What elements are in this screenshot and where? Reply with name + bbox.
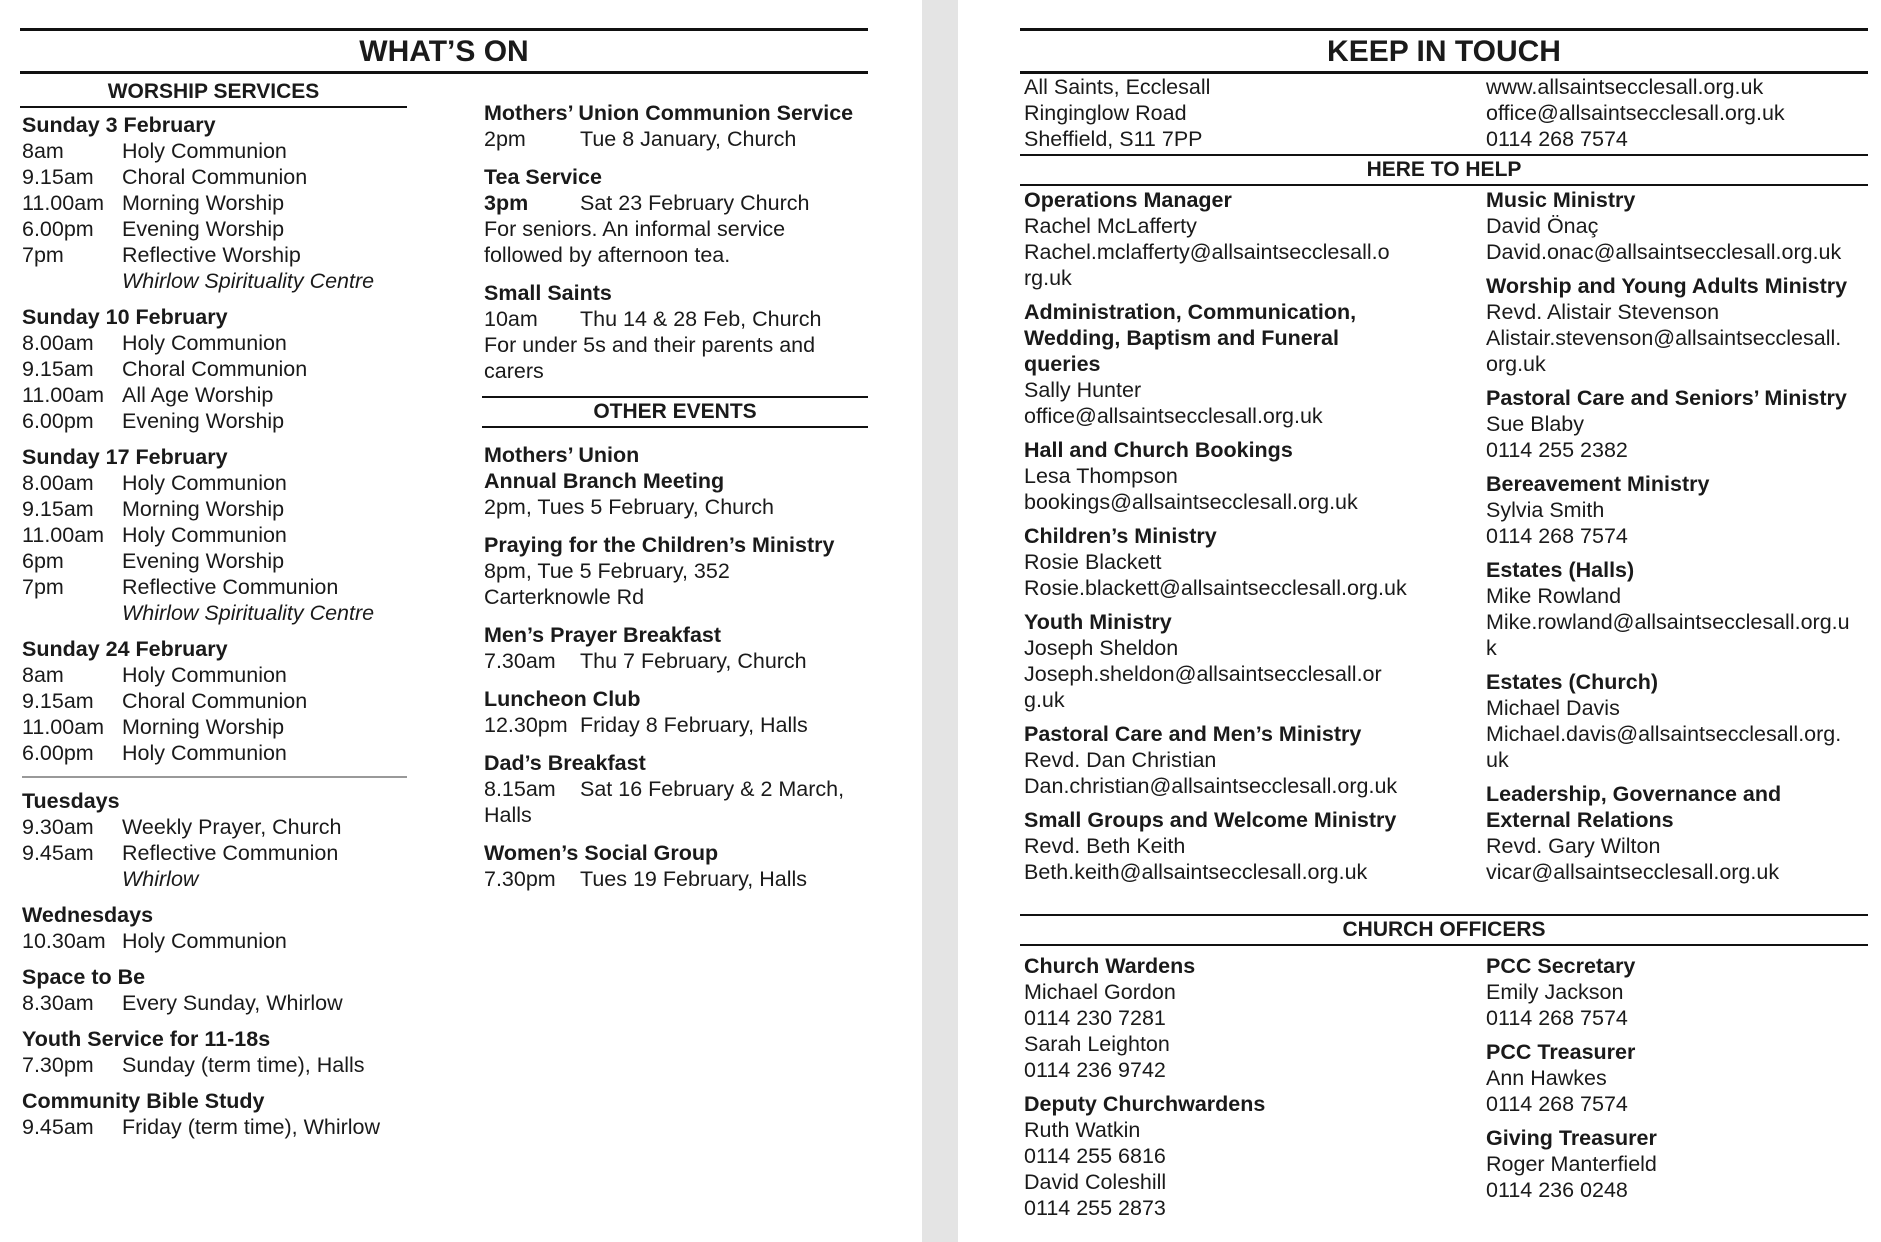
contact-detail: 0114 236 0248 [1486,1178,1628,1202]
service-time: 8am [22,139,64,163]
service-name: Holy Communion [122,471,287,495]
contact-detail: 0114 255 2382 [1486,438,1628,462]
schedule-day-title: Sunday 10 February [22,305,228,329]
contact-detail: 0114 268 7574 [1486,524,1628,548]
contact-role: Leadership, Governance and [1486,782,1782,806]
service-time: 10.30am [22,929,106,953]
schedule-day-title: Space to Be [22,965,146,989]
event-title: Mothers’ Union Communion Service [484,101,854,125]
contact-detail: 0114 255 2873 [1024,1196,1166,1220]
contact-detail: Sylvia Smith [1486,498,1605,522]
contact-detail: Rachel McLafferty [1024,214,1197,238]
schedule-row [22,740,407,766]
contact-detail: Roger Manterfield [1486,1152,1657,1176]
contact-entry [1024,523,1434,601]
event-detail: Sat 23 February Church [580,191,810,215]
schedule-row [22,1114,407,1140]
office-phone: 0114 268 7574 [1486,127,1628,151]
contact-email[interactable]: Rosie.blackett@allsaintsecclesall.org.uk [1024,576,1407,600]
service-name: Morning Worship [122,715,285,739]
event-title: Dad’s Breakfast [484,751,646,775]
service-name: Evening Worship [122,217,285,241]
contact-role: Small Groups and Welcome Ministry [1024,808,1397,832]
contact-detail: 0114 268 7574 [1486,1092,1628,1116]
contact-role: Youth Ministry [1024,610,1172,634]
service-name: Holy Communion [122,929,287,953]
schedule-block [22,304,407,434]
contact-role: Church Wardens [1024,954,1196,978]
help-left-column [1024,187,1434,893]
schedule-row [22,714,407,740]
contact-role-continued: queries [1024,352,1101,376]
contact-email[interactable]: Dan.christian@allsaintsecclesall.org.uk [1024,774,1398,798]
keep-in-touch-title: KEEP IN TOUCH [1020,28,1868,74]
address-line: Sheffield, S11 7PP [1024,127,1203,151]
contact-email[interactable]: Mike.rowland@allsaintsecclesall.org.u [1486,610,1850,634]
service-name: Weekly Prayer, Church [122,815,342,839]
contact-email[interactable]: org.uk [1486,352,1546,376]
contact-detail: Mike Rowland [1486,584,1622,608]
event-description: For seniors. An informal service followed by afternoon tea. [484,217,786,267]
schedule-row [22,574,407,600]
service-name: Reflective Communion [122,841,339,865]
here-to-help-heading: HERE TO HELP [1020,154,1868,186]
event-title: Women’s Social Group [484,841,719,865]
contact-email[interactable]: rg.uk [1024,266,1072,290]
schedule-row [22,548,407,574]
contact-detail: Revd. Gary Wilton [1486,834,1661,858]
event-time: 7.30am [484,649,556,673]
service-name: Morning Worship [122,191,285,215]
contact-detail: Lesa Thompson [1024,464,1178,488]
contact-email[interactable]: vicar@allsaintsecclesall.org.uk [1486,860,1780,884]
contact-role: Children’s Ministry [1024,524,1217,548]
contact-detail: Michael Gordon [1024,980,1176,1004]
contact-entry [1024,437,1434,515]
other-event [484,686,868,738]
service-time: 9.45am [22,841,94,865]
contact-entry [1024,721,1434,799]
service-event [484,164,868,268]
contact-role: Worship and Young Adults Ministry [1486,274,1848,298]
contact-detail: Joseph Sheldon [1024,636,1179,660]
service-time: 9.15am [22,689,94,713]
contact-entry [1024,953,1434,1083]
event-time-row [484,306,868,332]
service-event [484,100,868,152]
service-time: 6pm [22,549,64,573]
service-location-note: Whirlow Spirituality Centre [122,601,375,625]
service-name: Evening Worship [122,549,285,573]
event-title: Men’s Prayer Breakfast [484,623,722,647]
contact-email[interactable]: bookings@allsaintsecclesall.org.uk [1024,490,1358,514]
schedule-row [22,496,407,522]
contact-detail: Emily Jackson [1486,980,1624,1004]
other-event [484,750,868,828]
keep-in-touch-page [958,0,1881,1242]
service-name: Morning Worship [122,497,285,521]
event-time-row [484,126,868,152]
contact-email[interactable]: Joseph.sheldon@allsaintsecclesall.or [1024,662,1382,686]
contact-entry [1486,953,1871,1031]
contact-email[interactable]: office@allsaintsecclesall.org.uk [1024,404,1323,428]
contact-role: Administration, Communication, [1024,300,1357,324]
service-time: 8.00am [22,331,94,355]
schedule-day-title: Youth Service for 11-18s [22,1027,271,1051]
schedule-day-title: Tuesdays [22,789,120,813]
service-time: 9.15am [22,165,94,189]
weekly-schedule [22,788,407,1140]
other-event [484,840,868,892]
contact-email[interactable]: k [1486,636,1497,660]
contact-detail: 0114 255 6816 [1024,1144,1166,1168]
contact-detail: Ruth Watkin [1024,1118,1141,1142]
contact-detail: Rosie Blackett [1024,550,1162,574]
event-time: 12.30pm [484,713,568,737]
contact-entry [1024,807,1434,885]
event-detail: Thu 7 February, Church [580,649,807,673]
contact-detail: 0114 236 9742 [1024,1058,1166,1082]
contact-email[interactable]: David.onac@allsaintsecclesall.org.uk [1486,240,1842,264]
event-time: 2pm [484,127,526,151]
event-title: Small Saints [484,281,612,305]
schedule-row [22,840,407,866]
contact-detail: Revd. Dan Christian [1024,748,1217,772]
schedule-row [22,216,407,242]
page-gutter [922,0,958,1242]
contact-email[interactable]: Beth.keith@allsaintsecclesall.org.uk [1024,860,1368,884]
contact-entry [1024,609,1434,713]
service-time: 9.15am [22,497,94,521]
service-name: Every Sunday, Whirlow [122,991,343,1015]
officers-right-column [1486,953,1871,1211]
service-name: Holy Communion [122,663,287,687]
contact-role-continued: Wedding, Baptism and Funeral [1024,326,1339,350]
sunday-schedule [22,112,407,766]
event-time: 3pm [484,191,529,215]
contact-role: Estates (Halls) [1486,558,1635,582]
service-time: 6.00pm [22,217,94,241]
contact-role: Bereavement Ministry [1486,472,1710,496]
service-time: 8am [22,663,64,687]
schedule-day-title: Community Bible Study [22,1089,265,1113]
service-time: 9.45am [22,1115,94,1139]
schedule-block [22,1088,407,1140]
schedule-block [22,444,407,626]
service-time: 11.00am [22,523,105,547]
officers-left-column [1024,953,1434,1229]
service-name: Evening Worship [122,409,285,433]
contact-email[interactable]: uk [1486,748,1509,772]
contact-entry [1486,471,1871,549]
contact-role: Music Ministry [1486,188,1636,212]
service-time: 11.00am [22,383,105,407]
event-description: For under 5s and their parents and carers [484,333,816,383]
contact-role: PCC Treasurer [1486,1040,1636,1064]
service-time: 7.30pm [22,1053,94,1077]
contact-entry [1024,1091,1434,1221]
service-time: 9.30am [22,815,94,839]
contact-detail: Revd. Alistair Stevenson [1486,300,1720,324]
service-time: 11.00am [22,191,105,215]
service-name: All Age Worship [122,383,274,407]
schedule-day-title: Sunday 3 February [22,113,216,137]
schedule-block [22,1026,407,1078]
event-time-row [484,712,868,738]
schedule-row [22,470,407,496]
contact-detail: 0114 268 7574 [1486,1006,1628,1030]
schedule-block [22,964,407,1016]
contact-entry [1486,1125,1871,1203]
contact-role: Estates (Church) [1486,670,1659,694]
schedule-day-title: Sunday 17 February [22,445,228,469]
event-time: 8.15am [484,777,556,801]
help-right-column [1486,187,1871,893]
website-link[interactable]: www.allsaintsecclesall.org.uk [1486,75,1764,99]
service-location-note: Whirlow Spirituality Centre [122,269,375,293]
schedule-block [22,902,407,954]
special-services [484,100,868,384]
contact-entry [1486,385,1871,463]
contact-role: Operations Manager [1024,188,1232,212]
contact-role: Pastoral Care and Men’s Ministry [1024,722,1362,746]
schedule-day-title: Sunday 24 February [22,637,228,661]
schedule-row [22,330,407,356]
contact-entry [1486,669,1871,773]
service-time: 7pm [22,243,64,267]
schedule-row [22,242,407,268]
service-name: Sunday (term time), Halls [122,1053,365,1077]
contact-email[interactable]: Rachel.mclafferty@allsaintsecclesall.o [1024,240,1390,264]
contact-entry [1486,273,1871,377]
other-event [484,532,868,610]
service-time: 6.00pm [22,409,94,433]
event-time: 7.30pm [484,867,556,891]
contact-detail: Sally Hunter [1024,378,1142,402]
event-detail: Friday 8 February, Halls [580,713,808,737]
event-title-continued: Annual Branch Meeting [484,469,725,493]
other-events-heading: OTHER EVENTS [482,396,868,428]
contact-entry [1486,1039,1871,1117]
event-time-row [484,866,868,892]
church-officers-heading: CHURCH OFFICERS [1020,914,1868,946]
schedule-block [22,112,407,294]
other-event [484,442,868,520]
contact-role: Hall and Church Bookings [1024,438,1293,462]
schedule-row [22,356,407,382]
office-email-link[interactable]: office@allsaintsecclesall.org.uk [1486,101,1785,125]
contact-detail: Ann Hawkes [1486,1066,1607,1090]
contact-role: PCC Secretary [1486,954,1636,978]
contact-detail: David Coleshill [1024,1170,1167,1194]
event-detail-continued: Carterknowle Rd [484,585,645,609]
contact-entry [1486,187,1871,265]
contact-detail: Sue Blaby [1486,412,1585,436]
schedule-block [22,788,407,892]
schedule-row [22,164,407,190]
service-name: Friday (term time), Whirlow [122,1115,381,1139]
event-detail: Thu 14 & 28 Feb, Church [580,307,822,331]
event-time-row [484,776,868,802]
event-time-row [484,190,868,216]
schedule-row [22,382,407,408]
schedule-row [22,688,407,714]
contact-entry [1486,557,1871,661]
contact-detail: Revd. Beth Keith [1024,834,1186,858]
events-column [484,100,868,904]
service-name: Holy Communion [122,741,287,765]
event-detail: Tues 19 February, Halls [580,867,808,891]
service-time: 6.00pm [22,741,94,765]
service-name: Holy Communion [122,523,287,547]
service-time: 11.00am [22,715,105,739]
service-name: Choral Communion [122,357,308,381]
schedule-row [22,990,407,1016]
service-time: 8.30am [22,991,94,1015]
contact-role-continued: External Relations [1486,808,1674,832]
schedule-block [22,636,407,766]
contact-detail: Sarah Leighton [1024,1032,1170,1056]
event-detail: Tue 8 January, Church [580,127,797,151]
event-time-row [484,648,868,674]
contact-email[interactable]: Michael.davis@allsaintsecclesall.org. [1486,722,1842,746]
event-detail-continued: Halls [484,803,532,827]
whats-on-page [0,0,922,1242]
schedule-row [22,138,407,164]
contact-detail: 0114 230 7281 [1024,1006,1166,1030]
event-title: Tea Service [484,165,602,189]
contact-role: Pastoral Care and Seniors’ Ministry [1486,386,1847,410]
church-address [1024,74,1464,152]
schedule-row [22,814,407,840]
contact-entry [1486,781,1871,885]
service-name: Choral Communion [122,165,308,189]
other-event [484,622,868,674]
service-location-note: Whirlow [122,867,199,891]
service-name: Holy Communion [122,331,287,355]
event-detail: 8pm, Tue 5 February, 352 [484,559,730,583]
address-line: Ringinglow Road [1024,101,1187,125]
contact-role: Giving Treasurer [1486,1126,1657,1150]
contact-entry [1024,299,1434,429]
schedule-row [22,408,407,434]
schedule-row [22,662,407,688]
service-name: Reflective Communion [122,575,339,599]
service-name: Reflective Worship [122,243,301,267]
contact-detail: Michael Davis [1486,696,1620,720]
schedule-row [22,928,407,954]
contact-role: Deputy Churchwardens [1024,1092,1266,1116]
service-name: Holy Communion [122,139,287,163]
event-title: Praying for the Children’s Ministry [484,533,835,557]
contact-entry [1024,187,1434,291]
event-title: Mothers’ Union [484,443,640,467]
contact-email[interactable]: g.uk [1024,688,1065,712]
service-time: 8.00am [22,471,94,495]
schedule-row [22,190,407,216]
schedule-row [22,522,407,548]
event-detail: 2pm, Tues 5 February, Church [484,495,774,519]
contact-detail: David Önaç [1486,214,1599,238]
address-line: All Saints, Ecclesall [1024,75,1211,99]
service-name: Choral Communion [122,689,308,713]
service-event [484,280,868,384]
church-contact [1486,74,1866,152]
service-time: 9.15am [22,357,94,381]
event-detail: Sat 16 February & 2 March, [580,777,845,801]
whats-on-title: WHAT’S ON [20,28,868,74]
schedule-day-title: Wednesdays [22,903,154,927]
other-events-list [484,442,868,892]
event-time: 10am [484,307,538,331]
service-time: 7pm [22,575,64,599]
worship-services-heading: WORSHIP SERVICES [20,78,407,108]
schedule-row [22,1052,407,1078]
contact-email[interactable]: Alistair.stevenson@allsaintsecclesall. [1486,326,1842,350]
event-title: Luncheon Club [484,687,641,711]
worship-column [22,78,407,1150]
